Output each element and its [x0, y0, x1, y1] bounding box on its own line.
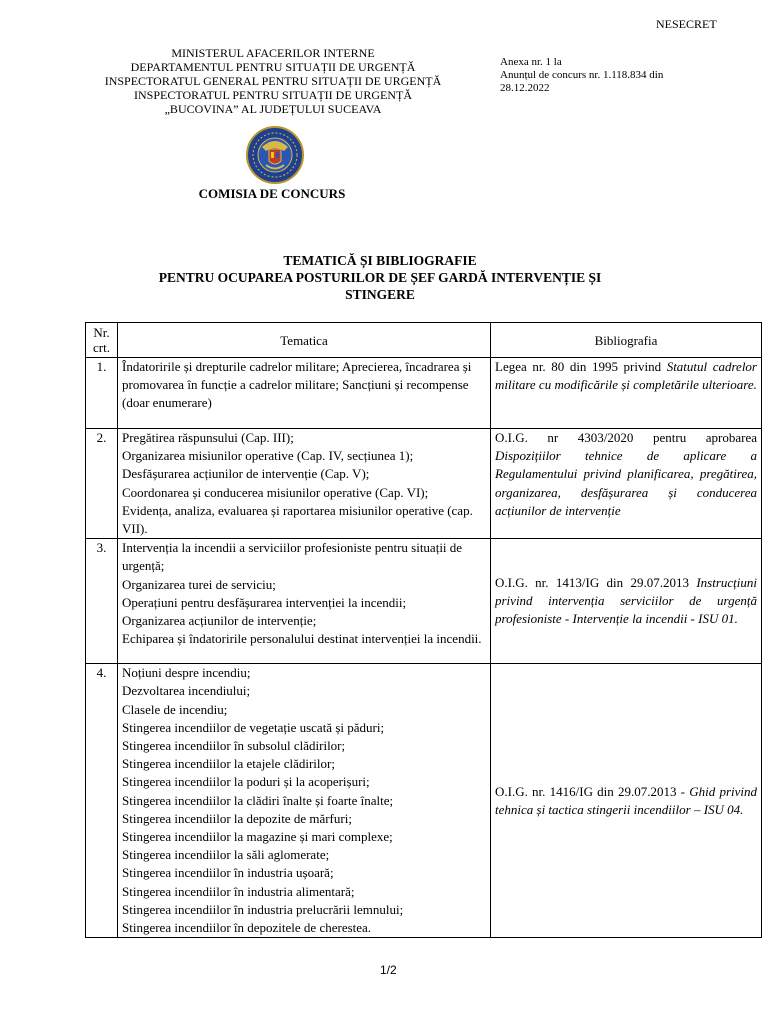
- topic-line: Stingerea incendiilor în industria ușoară;: [122, 865, 334, 881]
- title-line: PENTRU OCUPAREA POSTURILOR DE ȘEF GARDĂ INTERVENȚIE ȘI: [158, 270, 602, 285]
- bibliography-plain: Legea nr. 80 din 1995 privind: [495, 359, 667, 374]
- bibliography-plain: O.I.G. nr 4303/2020 pentru aprobarea: [495, 430, 757, 445]
- topic-line: Stingerea incendiilor la magazine și mari complexe;: [122, 829, 393, 845]
- bibliography-cell: [491, 539, 762, 664]
- topic-line: Intervenția la incendii a serviciilor profesioniste pentru situații de urgență;: [122, 540, 463, 574]
- bibliography-plain: O.I.G. nr. 1416/IG din 29.07.2013 -: [495, 783, 690, 799]
- page-number: 1/2: [380, 963, 397, 977]
- topics-cell: [118, 358, 491, 429]
- igsu-emblem-icon: [242, 125, 308, 185]
- topic-line: Noțiuni despre incendiu;: [122, 665, 251, 681]
- bibliography-italic: Instrucțiuni privind intervenția serviciilor de urgență profesioniste - Intervenție la incendii - ISU 01.: [495, 574, 757, 627]
- header-line: DEPARTAMENTUL PENTRU SITUAȚII DE URGENȚĂ: [130, 60, 416, 74]
- header-nr-line: Nr.: [93, 325, 110, 340]
- topic-line: Stingerea incendiilor în depozitele de cherestea.: [122, 920, 372, 936]
- topic-line: Organizarea misiunilor operative (Cap. IV, secțiunea 1);: [122, 448, 414, 464]
- document-title: [100, 252, 660, 303]
- annex-line: 28.12.2022: [500, 82, 550, 94]
- topics-cell: [118, 664, 491, 938]
- table-row: [86, 539, 762, 664]
- topic-line: Stingerea incendiilor la clădiri înalte și foarte înalte;: [122, 792, 394, 808]
- topics-cell: [118, 539, 491, 664]
- topic-line: Organizarea turei de serviciu;: [122, 576, 276, 592]
- header-line: INSPECTORATUL GENERAL PENTRU SITUAȚII DE URGENȚĂ: [104, 74, 442, 88]
- topic-line: Stingerea incendiilor la poduri și la acoperișuri;: [122, 774, 370, 790]
- topics-bibliography-table: [85, 322, 762, 938]
- title-line: STINGERE: [345, 287, 415, 302]
- topic-line: Clasele de incendiu;: [122, 701, 228, 717]
- bibliography-cell: [491, 429, 762, 539]
- header-nr-line: crt.: [93, 340, 110, 355]
- header-line: MINISTERUL AFACERILOR INTERNE: [171, 46, 375, 60]
- table-row: [86, 664, 762, 938]
- topic-line: Coordonarea și conducerea misiunilor operative (Cap. VI);: [122, 484, 429, 500]
- topic-line: Operațiuni pentru desfășurarea intervenției la incendii;: [122, 594, 407, 610]
- bibliography-italic: Dispozițiilor tehnice de aplicare a Regulamentului privind planificarea, pregătirea, organizarea, desfășurarea și conducerea acțiunilor de intervenție: [495, 448, 757, 518]
- table-header-row: [86, 323, 762, 358]
- topic-line: Stingerea incendiilor de vegetație uscată și păduri;: [122, 719, 385, 735]
- row-number: 3.: [86, 539, 118, 664]
- annex-line: Anunțul de concurs nr. 1.118.834 din: [500, 69, 664, 81]
- topic-line: Dezvoltarea incendiului;: [122, 683, 251, 699]
- topic-line: Evidența, analiza, evaluarea și raportarea misiunilor operative (cap. VII).: [122, 502, 473, 537]
- bibliography-italic: Ghid privind tehnica și tactica stingerii incendiilor – ISU 04.: [495, 783, 757, 817]
- topic-line: Stingerea incendiilor în industria prelucrării lemnului;: [122, 901, 404, 917]
- topic-line: Stingerea incendiilor în subsolul clădirilor;: [122, 738, 346, 754]
- annex-line: Anexa nr. 1 la: [500, 56, 562, 68]
- header-line: „BUCOVINA” AL JUDEȚULUI SUCEAVA: [164, 102, 382, 116]
- header-tematica: Tematica: [118, 323, 491, 358]
- classification-label: NESECRET: [656, 17, 717, 31]
- header-line: INSPECTORATUL PENTRU SITUAȚII DE URGENȚĂ: [134, 88, 412, 102]
- row-number: 2.: [86, 429, 118, 539]
- bibliography-plain: O.I.G. nr. 1413/IG din 29.07.2013: [495, 574, 697, 590]
- table-row: [86, 358, 762, 429]
- commission-title: COMISIA DE CONCURS: [198, 186, 346, 201]
- header-nr: [86, 323, 118, 358]
- topics-cell: [118, 429, 491, 539]
- topic-line: Stingerea incendiilor la etajele clădirilor;: [122, 756, 335, 772]
- topic-line: Organizarea acțiunilor de intervenție;: [122, 613, 317, 629]
- topic-line: Stingerea incendiilor la depozite de mărfuri;: [122, 810, 352, 826]
- topic-line: Stingerea incendiilor în industria alimentară;: [122, 883, 355, 899]
- bibliography-cell: [491, 358, 762, 429]
- topic-line: Îndatoririle și drepturile cadrelor militare; Aprecierea, încadrarea și promovarea în funcție a cadrelor militare; Sancțiuni și recompense (doar enumerare): [122, 359, 472, 411]
- header-bibliografia: Bibliografia: [491, 323, 762, 358]
- topic-line: Stingerea incendiilor la săli aglomerate;: [122, 847, 330, 863]
- topic-line: Desfășurarea acțiunilor de intervenție (Cap. V);: [122, 466, 370, 482]
- bibliography-cell: [491, 664, 762, 938]
- row-number: 1.: [86, 358, 118, 429]
- row-number: 4.: [86, 664, 118, 938]
- institution-header: [88, 46, 458, 116]
- table-row: [86, 429, 762, 539]
- topic-line: Echiparea și îndatoririle personalului destinat intervenției la incendii.: [122, 631, 482, 647]
- topic-line: Pregătirea răspunsului (Cap. III);: [122, 430, 294, 445]
- bibliography-italic: Statutul cadrelor militare cu modificările și completările ulterioare.: [495, 359, 757, 393]
- title-line: TEMATICĂ ȘI BIBLIOGRAFIE: [283, 253, 477, 268]
- annex-reference: [500, 56, 710, 95]
